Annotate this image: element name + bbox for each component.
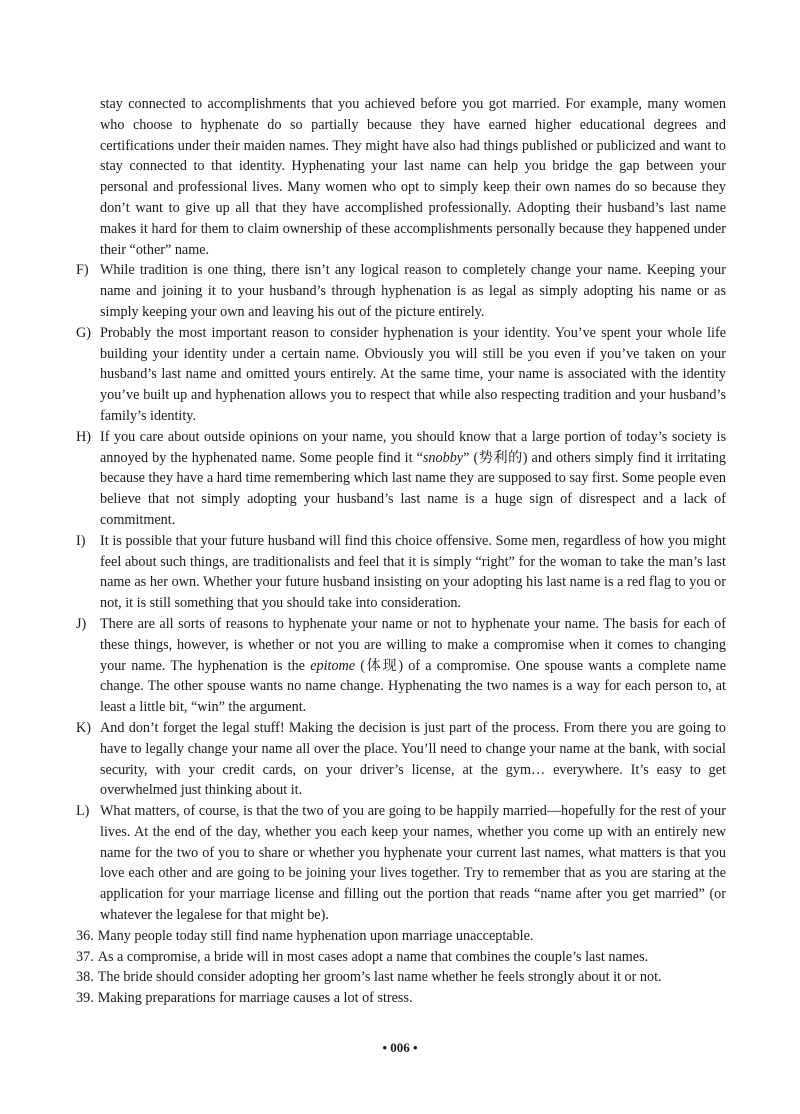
question-number: 36. — [76, 927, 94, 944]
paragraph-text-after: (体现) of a compromise. One spouse wants a complete name change. The other spouse wants no name change. Hyphenating the two names is a way for each person to, at least a little bit, “win” the argument. — [100, 657, 726, 716]
passage-paragraph-l — [76, 801, 726, 926]
question-item — [76, 926, 726, 947]
paragraph-text: What matters, of course, is that the two of you are going to be happily married—hopefully for the rest of your lives. At the end of the day, whether you each keep your names, whether you come up with an entirely new name for the two of you to share or whether you hyphenate your current last names, what matters is that you love each other and are going to be joining your lives together. Try to remember that as you are staring at the application for your marriage license and filling out the portion that reads “name after you get married” (or whatever the legalese for that might be). — [100, 803, 726, 924]
question-text: The bride should consider adopting her groom’s last name whether he feels strongly about it or not. — [97, 969, 662, 986]
paragraph-label: L) — [76, 803, 90, 820]
paragraph-text — [100, 427, 726, 531]
italic-term: epitome — [310, 657, 356, 674]
passage-continuation: stay connected to accomplishments that you achieved before you got married. For example, many women who choose to hyphenate do so partially because they have earned higher educational degrees and certifications under their maiden names. They might have also had things published or publicized and want to stay connected to that identity. Hyphenating your last name can help you bridge the gap between your personal and professional lives. Many women who opt to simply keep their own names do so because they don’t want to give up all that they have accomplished professionally. Adopting their husband’s last name makes it hard for them to claim ownership of these accomplishments personally because they happened under their “other” name. — [100, 96, 726, 258]
question-number: 39. — [76, 990, 94, 1007]
paragraph-text-before: There are all sorts of reasons to hyphenate your name or not to hyphenate your name. The basis for each of these things, however, is whether or not you are willing to make a compromise when it comes to changing your name. The hyphenation is the — [100, 615, 726, 674]
paragraph-text-after: ” (势利的) and others simply find it irritating because they have a hard time remembering which last name they are supposed to say first. Some people even believe that not simply adopting your husband’s last name is a huge sign of disrespect and a lack of commitment. — [100, 449, 726, 528]
question-text: As a compromise, a bride will in most cases adopt a name that combines the couple’s last names. — [97, 948, 649, 965]
passage-paragraph-g — [76, 323, 726, 427]
page-number: • 006 • — [382, 1040, 418, 1055]
paragraph-text — [100, 614, 726, 718]
passage-paragraph-k — [76, 718, 726, 801]
paragraph-label: K) — [76, 719, 91, 736]
paragraph-text: It is possible that your future husband will find this choice offensive. Some men, regardless of how you might feel about such things, are traditionalists and feel that it is simply “right” for the woman to take the man’s last name as her own. Whether your future husband insisting on your adopting his last name is a red flag to you or not, it is still something that you should take into consideration. — [100, 532, 726, 612]
passage-paragraph-j — [76, 614, 726, 718]
paragraph-label: I) — [76, 532, 86, 549]
question-number: 38. — [76, 969, 94, 986]
paragraph-label: J) — [76, 615, 87, 632]
passage-paragraph-i — [76, 531, 726, 614]
italic-term: snobby — [422, 449, 464, 466]
passage-paragraph-h — [76, 427, 726, 531]
paragraph-label: G) — [76, 324, 91, 341]
passage-paragraph-f — [76, 260, 726, 322]
question-text: Making preparations for marriage causes a lot of stress. — [97, 990, 413, 1007]
question-item — [76, 988, 726, 1009]
document-page — [76, 94, 726, 1009]
paragraph-text: While tradition is one thing, there isn’t any logical reason to completely change your name. Keeping your name and joining it to your husband’s through hyphenation is as legal as simply adopting his name or as simply keeping your own and leaving his out of the picture entirely. — [100, 262, 726, 320]
paragraph-text: Probably the most important reason to consider hyphenation is your identity. You’ve spent your whole life building your identity under a certain name. Obviously you will still be you even if you’ve taken on your husband’s last name and omitted yours entirely. At the same time, your name is associated with the identity you’ve built up and hyphenation allows you to respect that while also respecting tradition and your husband’s family’s identity. — [100, 324, 726, 424]
question-text: Many people today still find name hyphenation upon marriage unacceptable. — [97, 927, 534, 944]
question-number: 37. — [76, 948, 94, 965]
question-item — [76, 967, 726, 988]
paragraph-label: H) — [76, 428, 91, 445]
question-item — [76, 947, 726, 968]
paragraph-text: And don’t forget the legal stuff! Making the decision is just part of the process. From there you are going to have to legally change your name all over the place. You’ll need to change your name at the bank, with social security, with your credit cards, on your driver’s license, at the gym… everywhere. It’s easy to get overwhelmed just thinking about it. — [100, 719, 726, 799]
paragraph-label: F) — [76, 262, 89, 279]
paragraph-text-before: If you care about outside opinions on your name, you should know that a large portion of today’s society is annoyed by the hyphenated name. Some people find it “ — [100, 428, 726, 466]
